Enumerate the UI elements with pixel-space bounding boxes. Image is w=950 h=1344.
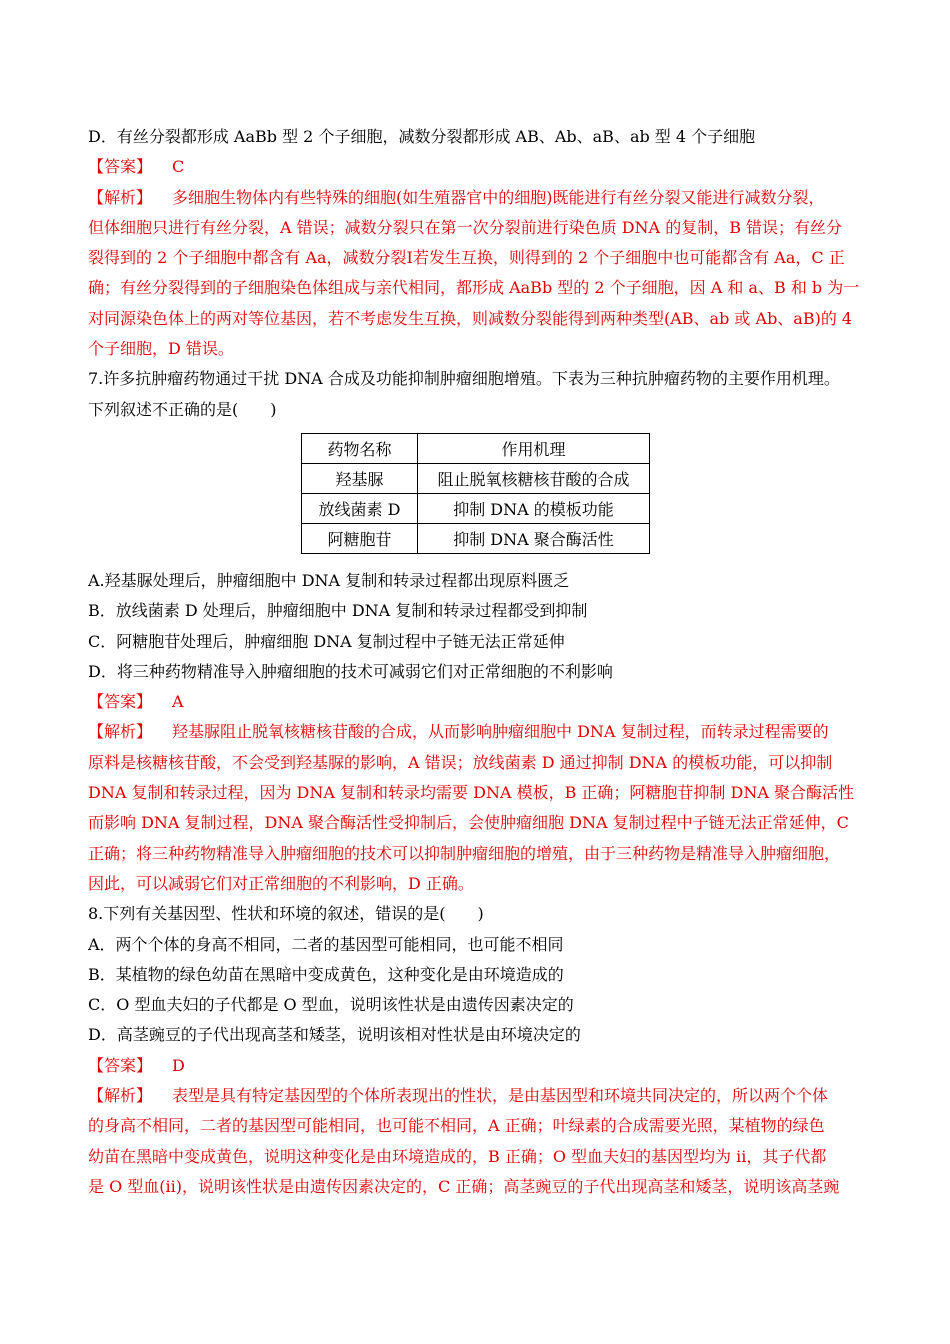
analysis-tag: 【解析】 <box>88 1086 153 1106</box>
q7-analysis-line: 正确；将三种药物精准导入肿瘤细胞的技术可以抑制肿瘤细胞的增殖，由于三种药物是精准导入肿瘤细胞， <box>88 843 841 863</box>
table-cell: 抑制 DNA 的模板功能 <box>418 493 650 523</box>
answer-tag: 【答案】 <box>88 157 153 177</box>
q7-stem-line: 下列叙述不正确的是( ) <box>88 399 277 419</box>
q8-option: D．高茎豌豆的子代出现高茎和矮茎，说明该相对性状是由环境决定的 <box>88 1025 581 1045</box>
q8-analysis-line: 【解析】 表型是具有特定基因型的个体所表现出的性状，是由基因型和环境共同决定的，所以两个个体 <box>88 1086 829 1106</box>
table-header-row <box>302 433 650 463</box>
q7-analysis-line: 因此，可以减弱它们对正常细胞的不利影响，D 正确。 <box>88 873 474 893</box>
q6-analysis-line: 对同源染色体上的两对等位基因，若不考虑发生互换，则减数分裂能得到两种类型(AB、ab 或 Ab、aB)的 4 <box>88 308 853 328</box>
table-row <box>302 523 650 553</box>
q6-answer <box>88 152 866 182</box>
answer-value: D <box>172 1055 185 1075</box>
table-header-cell: 作用机理 <box>418 433 650 463</box>
q7-option: B．放线菌素 D 处理后，肿瘤细胞中 DNA 复制和转录过程都受到抑制 <box>88 601 588 621</box>
q7-option: D．将三种药物精准导入肿瘤细胞的技术可减弱它们对正常细胞的不利影响 <box>88 661 613 681</box>
q8-option: A．两个个体的身高不相同，二者的基因型可能相同，也可能不相同 <box>88 934 564 954</box>
q7-stem-line: 7.许多抗肿瘤药物通过干扰 DNA 合成及功能抑制肿瘤细胞增殖。下表为三种抗肿瘤药物的主要作用机理。 <box>88 369 840 389</box>
q7-analysis-line: 而影响 DNA 复制过程，DNA 聚合酶活性受抑制后，会使肿瘤细胞 DNA 复制过程中子链无法正常延伸，C <box>88 813 849 833</box>
q6-analysis-line: 确；有丝分裂得到的子细胞染色体组成与亲代相同，都形成 AaBb 型的 2 个子细胞，因 A 和 a、B 和 b 为一 <box>88 278 860 298</box>
q8-answer <box>88 1051 866 1081</box>
q7-option: A.羟基脲处理后，肿瘤细胞中 DNA 复制和转录过程都出现原料匮乏 <box>88 570 570 590</box>
analysis-tag: 【解析】 <box>88 187 153 207</box>
answer-value: A <box>172 692 184 712</box>
q6-option-d: D．有丝分裂都形成 AaBb 型 2 个子细胞，减数分裂都形成 AB、Ab、aB、ab 型 4 个子细胞 <box>88 127 756 146</box>
q7-answer <box>88 687 866 717</box>
table-cell: 羟基脲 <box>302 463 418 493</box>
answer-tag: 【答案】 <box>88 1055 153 1075</box>
q6-analysis-line: 【解析】 多细胞生物体内有些特殊的细胞(如生殖器官中的细胞)既能进行有丝分裂又能进行减数分裂， <box>88 187 825 207</box>
q7-analysis-line: 【解析】 羟基脲阻止脱氧核糖核苷酸的合成，从而影响肿瘤细胞中 DNA 复制过程，而转录过程需要的 <box>88 722 829 742</box>
q8-analysis-line: 是 O 型血(ii)，说明该性状是由遗传因素决定的，C 正确；高茎豌豆的子代出现高茎和矮茎，说明该高茎豌 <box>88 1176 840 1196</box>
q8-option: C．O 型血夫妇的子代都是 O 型血，说明该性状是由遗传因素决定的 <box>88 995 574 1015</box>
analysis-tag: 【解析】 <box>88 722 153 742</box>
q6-analysis-line: 个子细胞，D 错误。 <box>88 339 234 359</box>
q8-stem: 8.下列有关基因型、性状和环境的叙述，错误的是( ) <box>88 904 484 924</box>
q8-option: B．某植物的绿色幼苗在黑暗中变成黄色，这种变化是由环境造成的 <box>88 964 564 984</box>
q7-analysis-line: 原料是核糖核苷酸，不会受到羟基脲的影响，A 错误；放线菌素 D 通过抑制 DNA 的模板功能，可以抑制 <box>88 752 833 772</box>
q8-analysis-line: 的身高不相同，二者的基因型可能相同，也可能不相同，A 正确；叶绿素的合成需要光照，某植物的绿色 <box>88 1116 825 1136</box>
answer-value: C <box>172 157 185 177</box>
q7-option: C．阿糖胞苷处理后，肿瘤细胞 DNA 复制过程中子链无法正常延伸 <box>88 631 565 651</box>
q6-analysis-line: 但体细胞只进行有丝分裂，A 错误；减数分裂只在第一次分裂前进行染色质 DNA 的复制，B 错误；有丝分 <box>88 217 843 237</box>
q6-analysis-line: 裂得到的 2 个子细胞中都含有 Aa，减数分裂Ⅰ若发生互换，则得到的 2 个子细胞中也可能都含有 Aa，C 正 <box>88 248 845 268</box>
drug-mechanism-table <box>301 433 650 554</box>
table-row <box>302 463 650 493</box>
q7-analysis-line: DNA 复制和转录过程，因为 DNA 复制和转录均需要 DNA 模板，B 正确；阿糖胞苷抑制 DNA 聚合酶活性 <box>88 783 854 803</box>
table-cell: 抑制 DNA 聚合酶活性 <box>418 523 650 553</box>
answer-tag: 【答案】 <box>88 692 153 712</box>
document-body <box>88 122 866 1202</box>
q8-analysis-line: 幼苗在黑暗中变成黄色，说明这种变化是由环境造成的，B 正确；O 型血夫妇的基因型均为 ii，其子代都 <box>88 1146 827 1166</box>
table-cell: 阿糖胞苷 <box>302 523 418 553</box>
table-header-cell: 药物名称 <box>302 433 418 463</box>
table-cell: 阻止脱氧核糖核苷酸的合成 <box>418 463 650 493</box>
table-cell: 放线菌素 D <box>302 493 418 523</box>
table-row <box>302 493 650 523</box>
